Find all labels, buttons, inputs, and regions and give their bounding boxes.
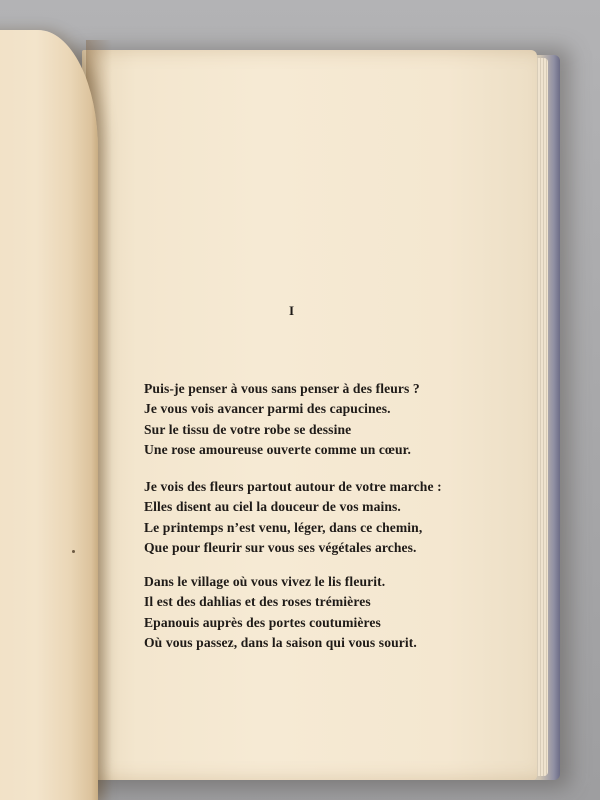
verse-line: Où vous passez, dans la saison qui vous sourit. xyxy=(144,634,417,650)
verse-line: Le printemps n’est venu, léger, dans ce chemin, xyxy=(144,519,423,535)
section-number: I xyxy=(289,303,295,318)
verse-line: Je vous vois avancer parmi des capucines. xyxy=(144,401,391,417)
verse-line: Que pour fleurir sur vous ses végétales arches. xyxy=(144,539,417,555)
verse-line: Dans le village où vous vivez le lis fleurit. xyxy=(144,574,386,589)
paper-speck xyxy=(72,550,75,553)
stanza-1 xyxy=(144,379,420,460)
verse-line: Je vois des fleurs partout autour de votre marche : xyxy=(144,479,442,494)
verse-line: Sur le tissu de votre robe se dessine xyxy=(144,421,352,437)
stanza-3 xyxy=(144,572,417,653)
verse-line: Elles disent au ciel la douceur de vos mains. xyxy=(144,499,401,515)
verse-line: Il est des dahlias et des roses trémières xyxy=(144,594,371,610)
verse-line: Puis-je penser à vous sans penser à des fleurs ? xyxy=(144,381,420,396)
stanza-2 xyxy=(144,477,442,558)
verse-line: Une rose amoureuse ouverte comme un cœur. xyxy=(144,441,411,457)
verse-line: Epanouis auprès des portes coutumières xyxy=(144,614,381,630)
left-page xyxy=(0,30,98,800)
